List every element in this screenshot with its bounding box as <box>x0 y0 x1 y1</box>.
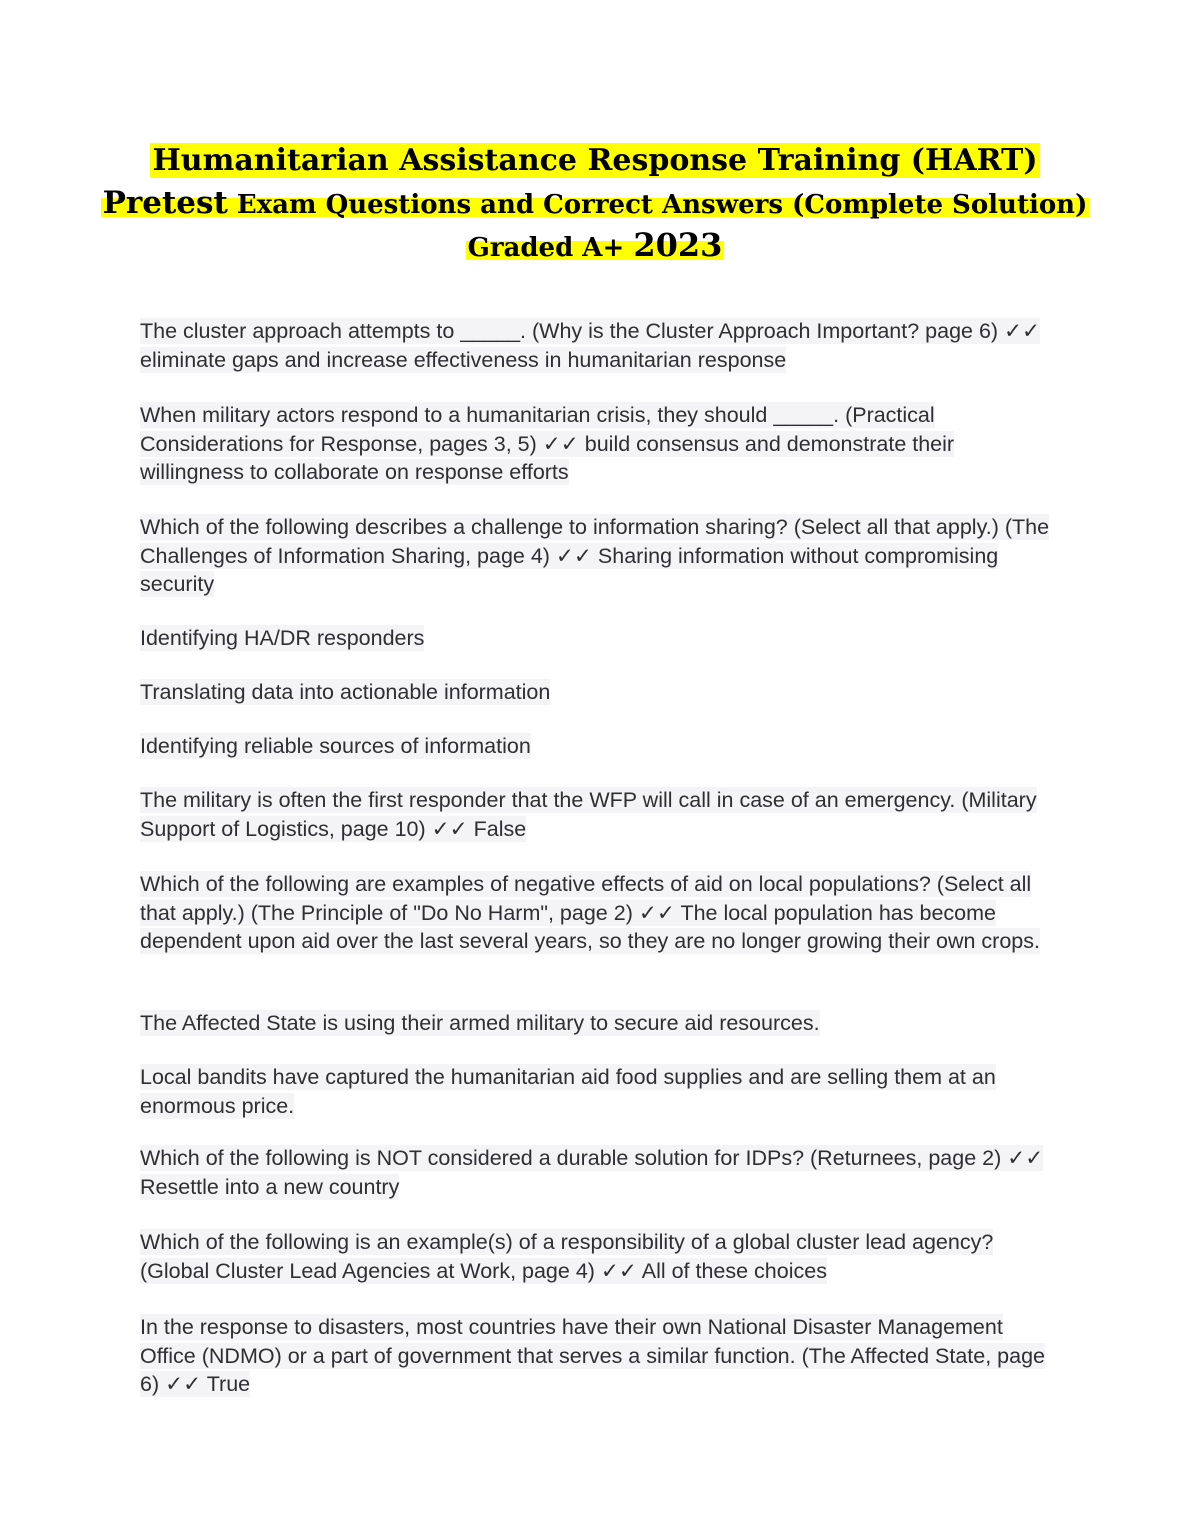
title-line-1 <box>0 140 1190 182</box>
question-paragraph <box>140 1228 1060 1285</box>
paragraph-text: Translating data into actionable information <box>140 680 551 704</box>
title-line-1-text: Humanitarian Assistance Response Training (HART) <box>152 143 1038 178</box>
paragraph-text: The Affected State is using their armed military to secure aid resources. <box>140 1011 820 1035</box>
paragraph-text: In the response to disasters, most countries have their own National Disaster Management Office (NDMO) or a part of government that serves a similar function. (The Affected State, page 6) ✓✓ True <box>140 1315 1046 1396</box>
title-line-3-text: Graded A+ <box>467 233 634 263</box>
title-year: 2023 <box>633 226 723 264</box>
answer-option <box>140 732 1060 761</box>
answer-option <box>140 678 1060 707</box>
answer-option <box>140 1009 1060 1038</box>
paragraph-text: The military is often the first responder that the WFP will call in case of an emergency. (Military Support of Logistics, page 10) ✓✓ False <box>140 788 1037 841</box>
title-line-3 <box>0 224 1190 266</box>
title-line-2 <box>0 182 1190 224</box>
paragraph-text: Which of the following is an example(s) of a responsibility of a global cluster lead agency? (Global Cluster Lead Agencies at Work, page 4) ✓✓ All of these choices <box>140 1230 994 1283</box>
question-paragraph <box>140 401 1060 487</box>
document-title <box>0 140 1190 266</box>
question-paragraph <box>140 1313 1060 1399</box>
question-paragraph <box>140 513 1060 599</box>
question-paragraph <box>140 317 1060 374</box>
question-paragraph <box>140 786 1060 843</box>
paragraph-text: Which of the following are examples of negative effects of aid on local populations? (Select all that apply.) (The Principle of "Do No Harm", page 2) ✓✓ The local population has become dependent upon aid over the last several years, so they are no longer growing their own crops. <box>140 872 1040 953</box>
question-paragraph <box>140 1144 1060 1201</box>
paragraph-text: Identifying reliable sources of information <box>140 734 531 758</box>
paragraph-text: The cluster approach attempts to _____. (Why is the Cluster Approach Important? page 6) ✓✓ eliminate gaps and increase effectiveness in humanitarian response <box>140 319 1041 372</box>
paragraph-text: Which of the following describes a challenge to information sharing? (Select all that apply.) (The Challenges of Information Sharing, page 4) ✓✓ Sharing information without compromising security <box>140 515 1050 596</box>
paragraph-text: When military actors respond to a humanitarian crisis, they should _____. (Practical Considerations for Response, pages 3, 5) ✓✓ build consensus and demonstrate their willingness to collaborate on response efforts <box>140 403 955 484</box>
answer-option <box>140 1063 1060 1120</box>
paragraph-text: Which of the following is NOT considered a durable solution for IDPs? (Returnees, page 2) ✓✓ Resettle into a new country <box>140 1146 1044 1199</box>
title-line-2-text: Exam Questions and Correct Answers (Complete Solution) <box>227 190 1088 220</box>
question-paragraph <box>140 870 1060 956</box>
answer-option <box>140 624 1060 653</box>
paragraph-text: Identifying HA/DR responders <box>140 626 425 650</box>
title-line-2-lead: Pretest <box>102 185 228 221</box>
paragraph-text: Local bandits have captured the humanitarian aid food supplies and are selling them at an enormous price. <box>140 1065 996 1118</box>
